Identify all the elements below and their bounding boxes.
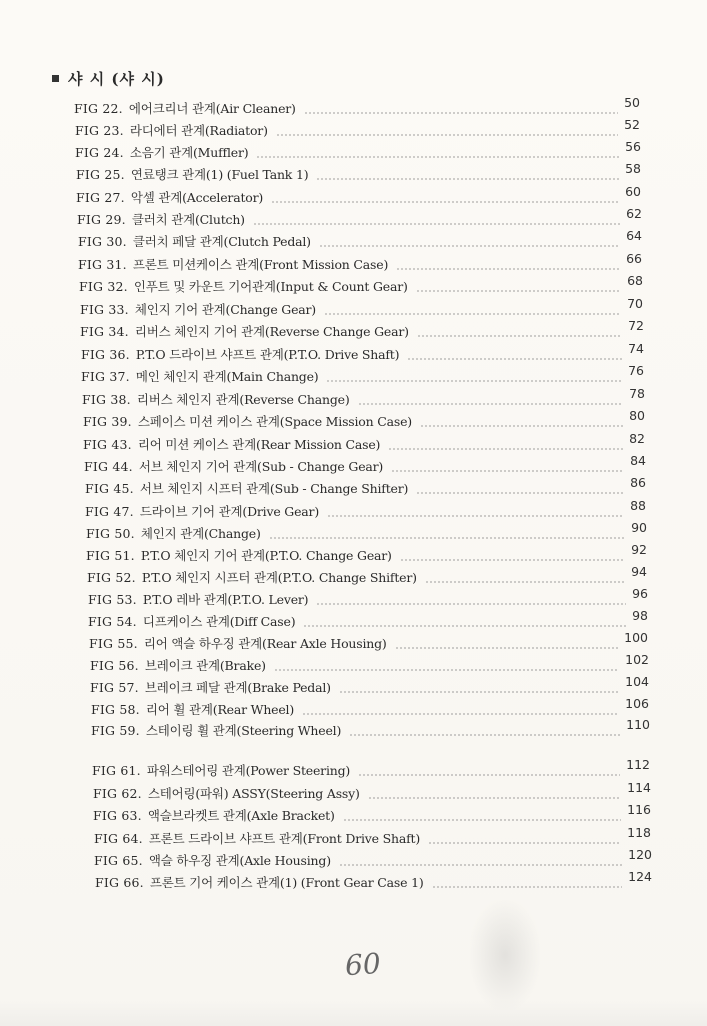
entry-title: 파워스테어링 관계(Power Steering) [146,763,351,778]
fig-number: FIG 27. [76,190,125,205]
dot-leader [388,448,623,450]
toc-entry [91,717,650,739]
fig-number: FIG 31. [78,257,127,272]
fig-number: FIG 47. [85,504,134,519]
dot-leader [425,581,625,583]
page-number: 58 [625,161,641,176]
dot-leader [416,290,621,292]
page-number: 106 [625,696,649,711]
entry-title: 메인 체인지 관계(Main Change) [135,369,319,384]
dot-leader [253,223,620,225]
entry-title: 소음기 관계(Muffler) [129,145,249,160]
page-number: 124 [628,869,652,884]
fig-number: FIG 44. [84,459,133,474]
page-number: 52 [624,117,640,132]
dot-leader [396,268,620,270]
fig-number: FIG 38. [82,392,131,407]
dot-leader [302,713,619,715]
page-number: 82 [629,431,645,446]
toc-entry [94,847,652,869]
toc-entry [76,161,641,183]
dot-leader [432,886,623,888]
toc-entry [93,802,651,824]
page-number: 66 [626,251,642,266]
fig-number: FIG 63. [93,808,142,823]
page-number: 78 [629,386,645,401]
fig-number: FIG 22. [74,101,123,116]
page-number: 90 [631,520,647,535]
section-title: 샤 시 (샤 시) [68,70,165,88]
toc-entry [88,586,648,608]
entry-title: P.T.O 레바 관계(P.T.O. Lever) [142,592,309,607]
toc-entry [80,296,643,318]
entry-title: 프론트 드라이브 샤프트 관계(Front Drive Shaft) [148,831,420,846]
entry-title: 체인지 기어 관계(Change Gear) [134,302,316,317]
page-number: 80 [629,408,645,423]
page-number: 86 [630,475,646,490]
toc-entry [95,869,652,891]
toc-entry [81,363,644,385]
fig-number: FIG 43. [83,437,132,452]
page-number: 112 [626,757,650,772]
fig-number: FIG 45. [85,481,134,496]
entry-title: 클러치 관계(Clutch) [131,212,245,227]
toc-entry [78,228,642,250]
entry-title: 액슬 하우징 관계(Axle Housing) [148,853,331,868]
fig-number: FIG 58. [91,702,140,717]
toc-entry [92,757,650,779]
fig-number: FIG 53. [88,592,137,607]
toc-entry [81,341,644,363]
toc-entry [88,608,648,630]
toc-entry [87,564,647,586]
page-number: 68 [627,273,643,288]
page-number: 84 [630,453,646,468]
page-number: 98 [632,608,648,623]
toc-entry [83,408,645,430]
dot-leader [428,842,621,844]
dot-leader [327,515,624,517]
toc-entry [79,273,643,295]
fig-number: FIG 56. [90,658,139,673]
fig-number: FIG 55. [89,636,138,651]
page-number: 76 [628,363,644,378]
entry-title: 리어 액슬 하우징 관계(Rear Axle Housing) [143,636,387,651]
page-number: 74 [628,341,644,356]
dot-leader [417,335,622,337]
toc-entry [93,780,651,802]
page-number: 116 [627,802,651,817]
entry-title: 인푸트 및 카운트 기어관계(Input & Count Gear) [133,279,408,294]
handwritten-page-number: 60 [343,946,382,983]
entry-title: P.T.O 드라이브 샤프트 관계(P.T.O. Drive Shaft) [135,347,400,362]
toc-entry [83,431,645,453]
toc-entry [91,696,649,718]
toc-entry [74,95,640,117]
toc-entry [76,184,641,206]
page-number: 50 [624,95,640,110]
entry-title: 연료탱크 관계(1) (Fuel Tank 1) [130,167,309,182]
fig-number: FIG 65. [94,853,143,868]
entry-title: P.T.O 체인지 기어 관계(P.T.O. Change Gear) [140,548,392,563]
entry-title: 드라이브 기어 관계(Drive Gear) [139,504,319,519]
fig-number: FIG 54. [88,614,137,629]
page-number: 92 [631,542,647,557]
entry-title: P.T.O 체인지 시프터 관계(P.T.O. Change Shifter) [141,570,417,585]
fig-number: FIG 62. [93,786,142,801]
fig-number: FIG 64. [94,831,143,846]
entry-title: 브레이크 페달 관계(Brake Pedal) [144,680,331,695]
fig-number: FIG 39. [83,414,132,429]
dot-leader [319,245,620,247]
toc-entry [86,542,647,564]
fig-number: FIG 66. [95,875,144,890]
entry-title: 스테이링 휠 관계(Steering Wheel) [145,723,342,738]
toc-entry [78,251,642,273]
dot-leader [326,380,622,382]
dot-leader [416,492,624,494]
entry-title: 프론트 기어 케이스 관계(1) (Front Gear Case 1) [149,875,424,890]
dot-leader [368,797,621,799]
fig-number: FIG 34. [80,324,129,339]
fig-number: FIG 32. [79,279,128,294]
page-number: 70 [627,296,643,311]
dot-leader [391,470,624,472]
dot-leader [407,358,622,360]
page-number: 56 [625,139,641,154]
entry-title: 악셀 관계(Accelerator) [130,190,264,205]
toc-entry [77,206,642,228]
entry-title: 리버스 체인지 관계(Reverse Change) [136,392,350,407]
entry-title: 브레이크 관계(Brake) [144,658,266,673]
dot-leader [276,134,618,136]
page-number: 72 [628,318,644,333]
fig-number: FIG 57. [90,680,139,695]
page-number: 60 [625,184,641,199]
fig-number: FIG 29. [77,212,126,227]
page-number: 94 [631,564,647,579]
entry-title: 라디에터 관계(Radiator) [129,123,268,138]
fig-number: FIG 52. [87,570,136,585]
entry-title: 스페이스 미션 케이스 관계(Space Mission Case) [137,414,412,429]
dot-leader [304,112,618,114]
fig-number: FIG 59. [91,723,140,738]
dot-leader [339,691,619,693]
entry-title: 서브 체인지 기어 관계(Sub - Change Gear) [138,459,384,474]
scan-smudge [470,900,540,1010]
entry-title: 액슬브라켓트 관계(Axle Bracket) [147,808,335,823]
dot-leader [400,559,625,561]
toc-entry [85,475,646,497]
page-number: 100 [624,630,648,645]
dot-leader [420,425,623,427]
toc-entry [94,825,651,847]
toc-entry [90,674,649,696]
toc-entry [80,318,644,340]
toc-entry [86,520,647,542]
toc-entry [89,630,648,652]
entry-title: 디프케이스 관계(Diff Case) [142,614,296,629]
entry-title: 서브 체인지 시프터 관계(Sub - Change Shifter) [139,481,409,496]
dot-leader [316,603,626,605]
fig-number: FIG 24. [75,145,124,160]
dot-leader [343,819,621,821]
page-number: 62 [626,206,642,221]
entry-title: 에어크리너 관계(Air Cleaner) [128,101,296,116]
fig-number: FIG 33. [80,302,129,317]
page-number: 114 [627,780,651,795]
dot-leader [324,313,621,315]
page-number: 88 [630,498,646,513]
dot-leader [395,647,619,649]
fig-number: FIG 23. [75,123,124,138]
toc-entry [82,386,645,408]
entry-title: 프론트 미션케이스 관계(Front Mission Case) [132,257,389,272]
page-number: 64 [626,228,642,243]
dot-leader [358,403,624,405]
fig-number: FIG 51. [86,548,135,563]
fig-number: FIG 61. [92,763,141,778]
dot-leader [274,669,619,671]
fig-number: FIG 37. [81,369,130,384]
toc-entry [85,498,646,520]
toc-entry [75,117,640,139]
entry-title: 리어 휠 관계(Rear Wheel) [145,702,295,717]
page-number: 102 [625,652,649,667]
page-number: 118 [627,825,651,840]
dot-leader [358,774,620,776]
dot-leader [269,537,625,539]
entry-title: 리어 미션 케이스 관계(Rear Mission Case) [137,437,381,452]
fig-number: FIG 25. [76,167,125,182]
fig-number: FIG 36. [81,347,130,362]
dot-leader [303,625,626,627]
dot-leader [316,178,619,180]
page-number: 96 [632,586,648,601]
page-number: 110 [626,717,650,732]
page-number: 104 [625,674,649,689]
entry-title: 스테어링(파워) ASSY(Steering Assy) [147,786,360,801]
scan-edge [0,1000,707,1026]
fig-number: FIG 50. [86,526,135,541]
fig-number: FIG 30. [78,234,127,249]
toc-entry [90,652,649,674]
entry-title: 리버스 체인지 기어 관계(Reverse Change Gear) [134,324,409,339]
dot-leader [339,864,622,866]
entry-title: 클러치 페달 관계(Clutch Pedal) [132,234,311,249]
toc-entry [84,453,646,475]
dot-leader [256,156,619,158]
toc-entry [75,139,641,161]
page-number: 120 [628,847,652,862]
dot-leader [271,201,619,203]
entry-title: 체인지 관계(Change) [140,526,261,541]
dot-leader [349,734,620,736]
